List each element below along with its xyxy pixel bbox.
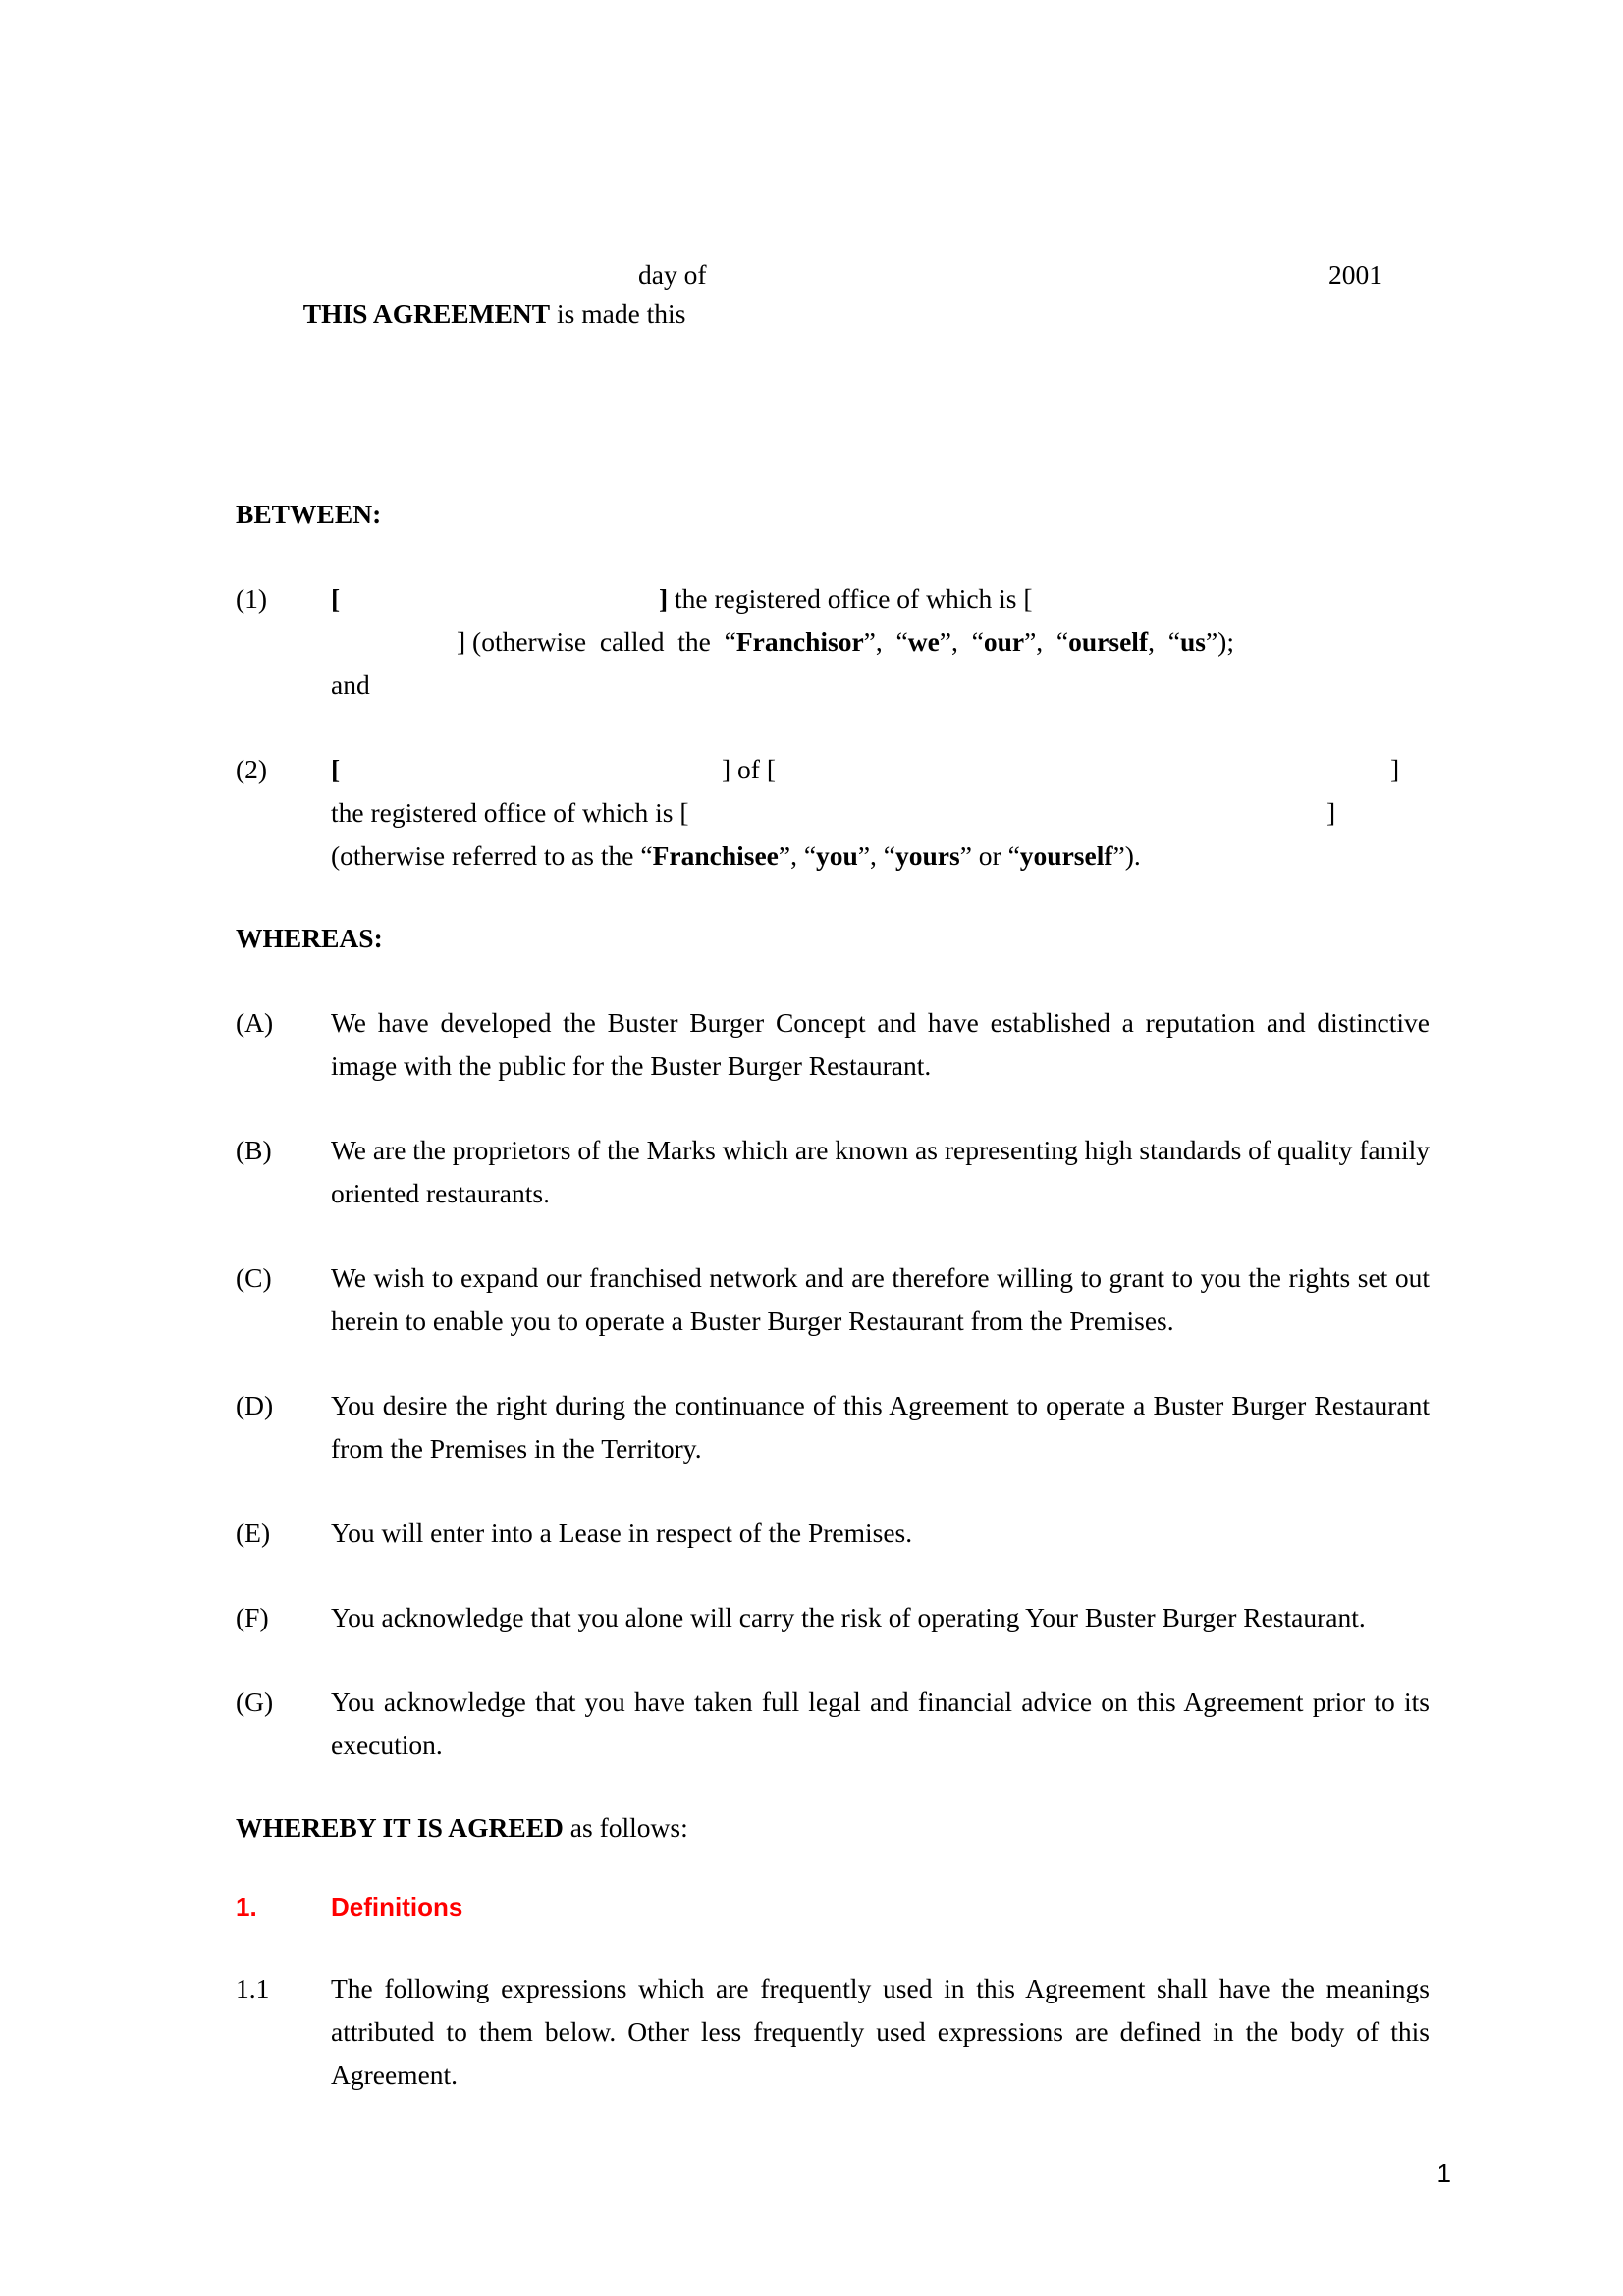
party-1-line3: and	[331, 669, 370, 700]
recital-marker: (G)	[236, 1686, 274, 1717]
recital-row	[236, 1681, 1430, 1767]
recital-marker: (B)	[236, 1135, 272, 1165]
party-1-marker: (1)	[236, 583, 268, 614]
whereas-label: WHEREAS:	[236, 923, 383, 953]
recital-marker: (E)	[236, 1518, 271, 1548]
recital-row	[236, 1129, 1430, 1215]
recital-text: We have developed the Buster Burger Concept and have established a reputation and distinctive image with the public for the Buster Burger Restaurant.	[331, 1007, 1430, 1081]
party-1-line1-tail: ] the registered office of which is [	[659, 583, 1033, 614]
recital-text: You desire the right during the continuance of this Agreement to operate a Buster Burger Restaurant from the Premises in the Territory.	[331, 1390, 1430, 1464]
recital-marker: (F)	[236, 1602, 269, 1632]
clause-number: 1.1	[236, 1973, 270, 2003]
agreement-title-line	[236, 177, 1430, 452]
party-2-line1-end: ]	[1390, 754, 1400, 784]
recital-row	[236, 1256, 1430, 1343]
recital-text: We are the proprietors of the Marks which are known as representing high standards of quality family oriented restaurants.	[331, 1135, 1430, 1208]
party-2-line3: (otherwise referred to as the “Franchisee”, “you”, “yours” or “yourself”).	[331, 840, 1141, 871]
page-content	[236, 177, 1430, 2097]
recital-row	[236, 1384, 1430, 1470]
party-2-line2-end: ]	[1326, 797, 1336, 828]
recital-text: You acknowledge that you have taken full legal and financial advice on this Agreement prior to its execution.	[331, 1686, 1430, 1760]
party-2-row	[236, 748, 1430, 878]
page-number: 1	[1436, 2159, 1451, 2188]
party-2-marker: (2)	[236, 754, 268, 784]
clause-row	[236, 1967, 1430, 2097]
recital-marker: (D)	[236, 1390, 274, 1420]
party-2-line3-prefix: (otherwise referred to as the	[331, 840, 641, 871]
agreement-year: 2001	[1328, 259, 1382, 290]
whereby-agreed-bold: WHEREBY IT IS AGREED	[236, 1812, 564, 1842]
agreement-day-of-label: day of	[638, 259, 707, 290]
recital-text: You will enter into a Lease in respect of the Premises.	[331, 1518, 913, 1548]
party-2-line1-mid: ] of [	[722, 754, 776, 784]
recital-marker: (C)	[236, 1262, 272, 1293]
recital-text: You acknowledge that you alone will carry the risk of operating Your Buster Burger Restaurant.	[331, 1602, 1366, 1632]
party-2-body	[331, 748, 1430, 878]
between-label: BETWEEN:	[236, 499, 382, 529]
recital-row	[236, 1001, 1430, 1088]
party-1-open-bracket: [	[331, 583, 341, 614]
party-2-line2-prefix: the registered office of which is [	[331, 797, 689, 828]
party-1-body	[331, 577, 1430, 707]
whereby-agreed-rest: as follows:	[563, 1812, 688, 1842]
clause-text: The following expressions which are frequently used in this Agreement shall have the meanings attributed to them below. Other less frequently used expressions are defined in the body of this Agreement.	[331, 1973, 1430, 2090]
recital-text: We wish to expand our franchised network and are therefore willing to grant to you the rights set out herein to enable you to operate a Buster Burger Restaurant from the Premises.	[331, 1262, 1430, 1336]
party-1-row	[236, 577, 1430, 707]
agreement-title-rest: is made this	[550, 298, 686, 329]
section-title: Definitions	[331, 1893, 463, 1922]
section-number: 1.	[236, 1893, 257, 1922]
agreement-title-lead: THIS AGREEMENT	[302, 298, 551, 329]
whereby-agreed-line	[236, 1808, 1430, 1847]
recital-marker: (A)	[236, 1007, 274, 1038]
recital-row	[236, 1512, 1430, 1555]
party-2-line3-suffix: ).	[1124, 840, 1141, 871]
party-1-line2: ] (otherwise called the “Franchisor”, “we”, “our”, “ourself, “us”);	[457, 626, 1234, 657]
recital-row	[236, 1596, 1430, 1639]
party-2-open-bracket: [	[331, 754, 341, 784]
section-heading-definitions	[236, 1889, 1430, 1926]
